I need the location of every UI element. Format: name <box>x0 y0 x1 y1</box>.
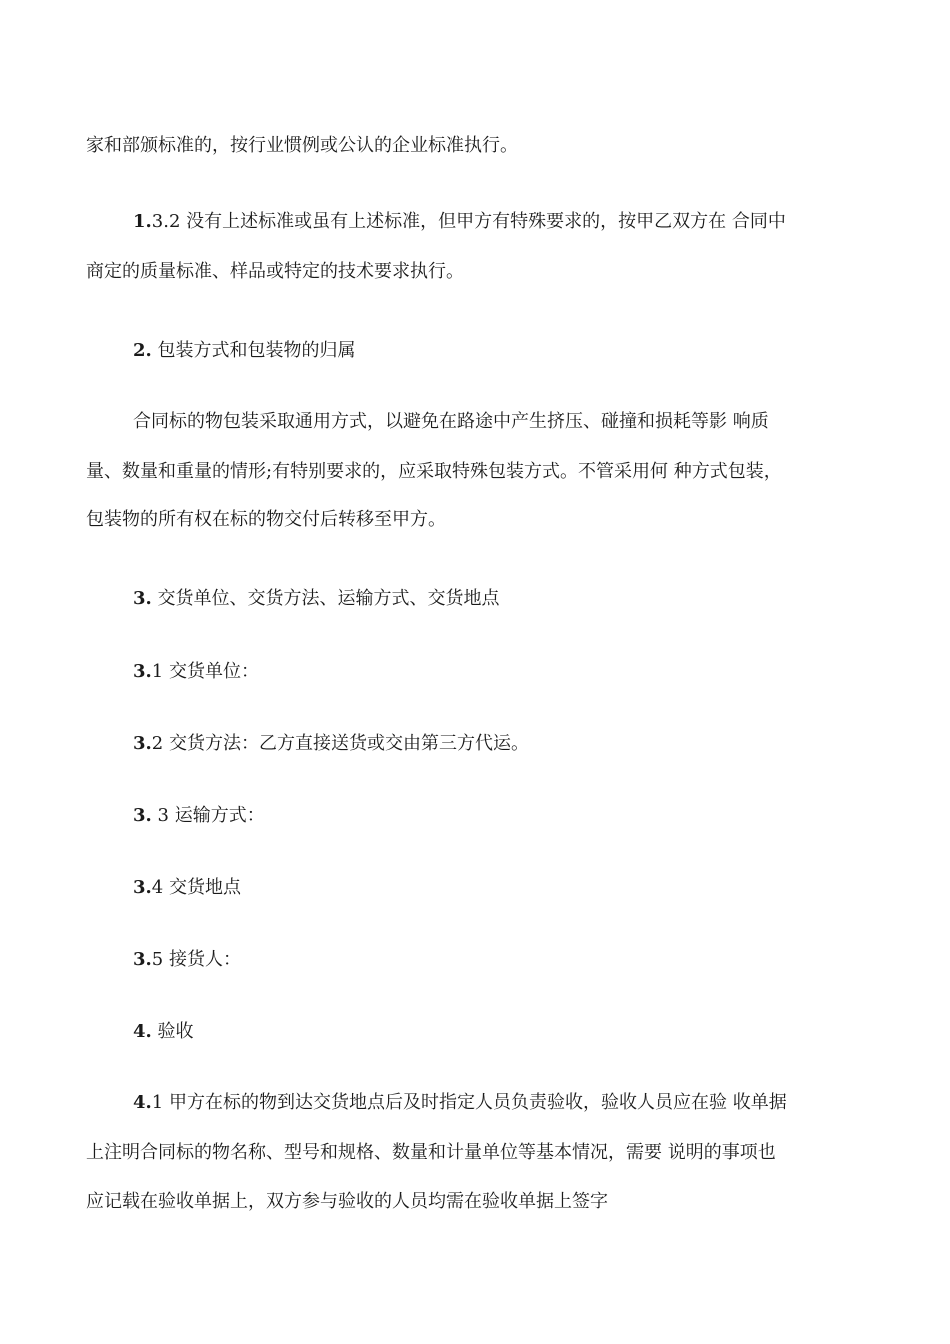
clause-line: 3.2 交货方法：乙方直接送货或交由第三方代运。 <box>133 733 529 754</box>
paragraph-line: 1.3.2 没有上述标准或虽有上述标准，但甲方有特殊要求的，按甲乙双方在 合同中 <box>133 211 786 232</box>
section-heading: 4. 验收 <box>133 1021 194 1042</box>
section-heading: 2. 包装方式和包装物的归属 <box>133 340 356 361</box>
section-heading: 3. 交货单位、交货方法、运输方式、交货地点 <box>133 588 500 609</box>
paragraph-line: 包装物的所有权在标的物交付后转移至甲方。 <box>86 509 446 530</box>
paragraph-line: 商定的质量标准、样品或特定的技术要求执行。 <box>86 261 464 282</box>
paragraph-line: 家和部颁标准的，按行业惯例或公认的企业标准执行。 <box>86 135 518 156</box>
clause-line: 3.1 交货单位： <box>133 661 259 682</box>
clause-line: 3. 3 运输方式： <box>133 805 265 826</box>
paragraph-line: 合同标的物包装采取通用方式，以避免在路途中产生挤压、碰撞和损耗等影 响质 <box>133 411 769 432</box>
clause-line: 4.1 甲方在标的物到达交货地点后及时指定人员负责验收，验收人员应在验 收单据 <box>133 1092 787 1113</box>
clause-line: 3.4 交货地点 <box>133 877 241 898</box>
paragraph-line: 应记载在验收单据上，双方参与验收的人员均需在验收单据上签字 <box>86 1191 608 1212</box>
paragraph-line: 量、数量和重量的情形;有特别要求的，应采取特殊包装方式。不管采用何 种方式包装， <box>86 461 782 482</box>
paragraph-line: 上注明合同标的物名称、型号和规格、数量和计量单位等基本情况，需要 说明的事项也 <box>86 1142 776 1163</box>
clause-line: 3.5 接货人： <box>133 949 241 970</box>
